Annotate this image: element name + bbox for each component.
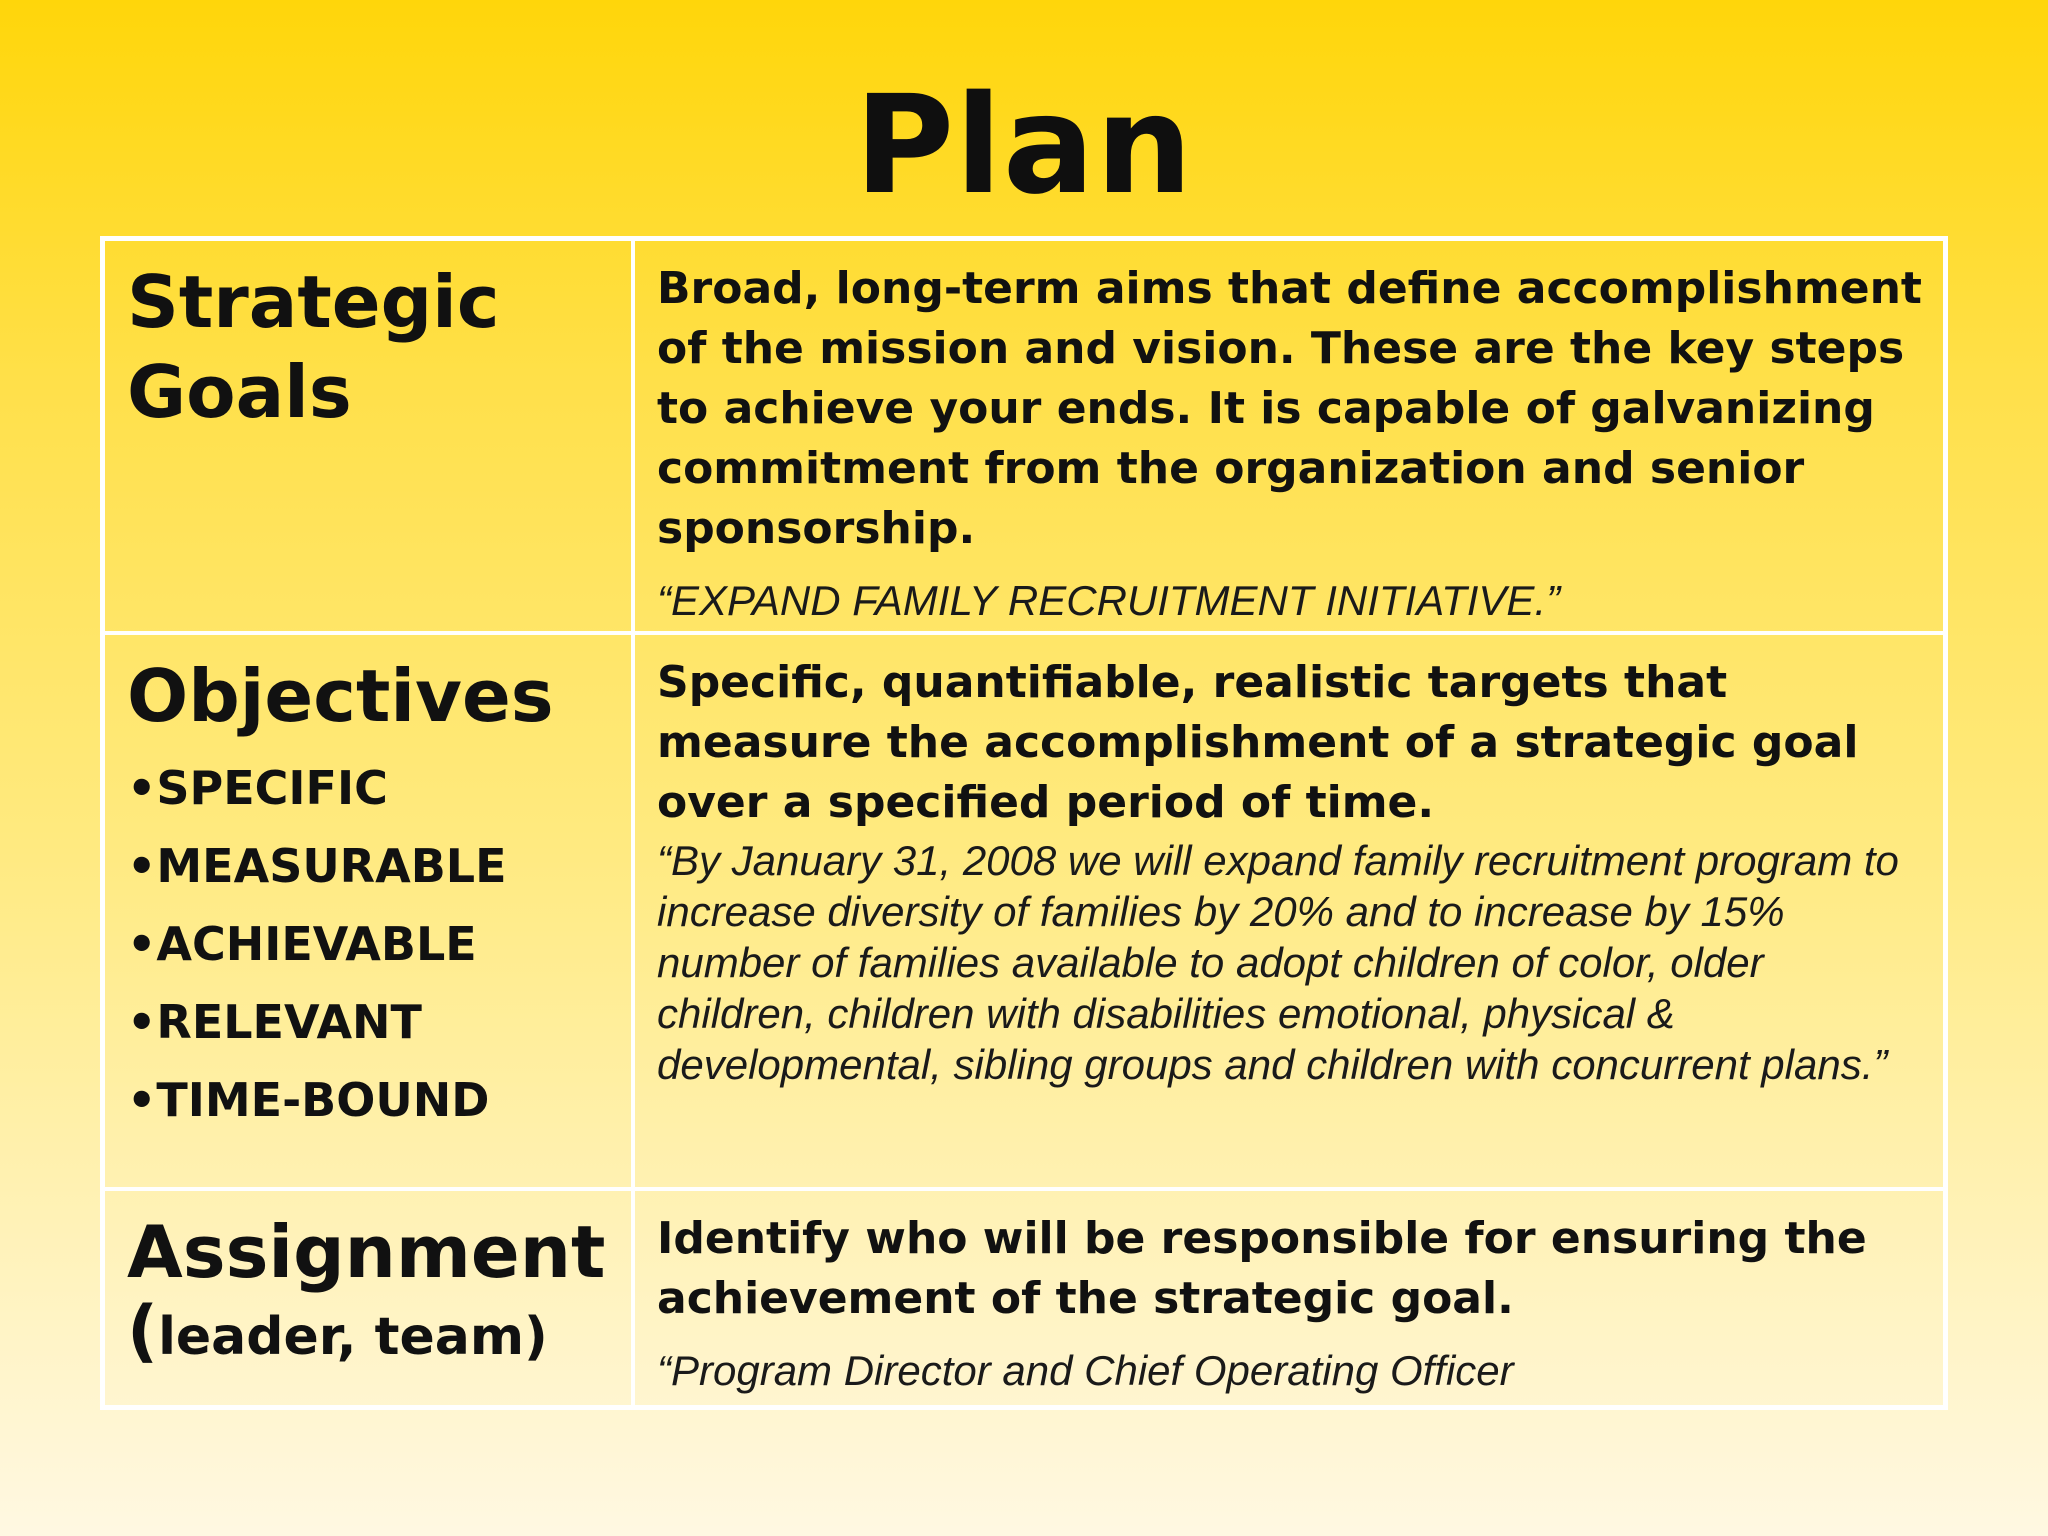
row-content-cell — [635, 1191, 1943, 1405]
row-heading-cell — [105, 635, 635, 1187]
row-content-cell — [635, 635, 1943, 1187]
assignment-subheading-paren: ( — [127, 1292, 159, 1371]
row-heading-cell — [105, 241, 635, 631]
objectives-description: Specific, quantifiable, realistic targets that measure the accomplishment of a strategic goal over a specified period of time. — [657, 657, 1859, 828]
plan-table — [100, 236, 1948, 1410]
list-item: •ACHIEVABLE — [127, 917, 477, 971]
assignment-heading: Assignment — [127, 1210, 606, 1294]
assignment-subheading-text: leader, team) — [158, 1307, 548, 1367]
list-item: •SPECIFIC — [127, 761, 388, 815]
table-row-strategic-goals — [105, 241, 1943, 635]
table-row-assignment — [105, 1191, 1943, 1405]
assignment-example: “Program Director and Chief Operating Officer — [657, 1347, 1514, 1394]
row-content-cell — [635, 241, 1943, 631]
strategic-goals-heading: Strategic Goals — [127, 260, 500, 434]
strategic-goals-description: Broad, long-term aims that define accomplishment of the mission and vision. These are the key steps to achieve your ends. It is capable of galvanizing commitment from the organization and senior sponsorship. — [657, 263, 1922, 554]
assignment-description: Identify who will be responsible for ensuring the achievement of the strategic goal. — [657, 1213, 1867, 1324]
assignment-subheading — [127, 1292, 611, 1372]
list-item: •MEASURABLE — [127, 839, 507, 893]
slide-title: Plan — [854, 67, 1194, 225]
objectives-heading: Objectives — [127, 654, 554, 738]
objectives-example: “By January 31, 2008 we will expand family recruitment program to increase diversity of families by 20% and to increase by 15% number of families available to adopt children of color, older children, children with disabilities emotional, physical & developmental, sibling groups and children with concurrent plans.” — [657, 837, 1899, 1088]
list-item: •TIME-BOUND — [127, 1073, 490, 1127]
smart-criteria-list — [127, 749, 611, 1139]
list-item: •RELEVANT — [127, 995, 422, 1049]
row-heading-cell — [105, 1191, 635, 1405]
table-row-objectives — [105, 635, 1943, 1191]
strategic-goals-example: “EXPAND FAMILY RECRUITMENT INITIATIVE.” — [657, 577, 1561, 624]
